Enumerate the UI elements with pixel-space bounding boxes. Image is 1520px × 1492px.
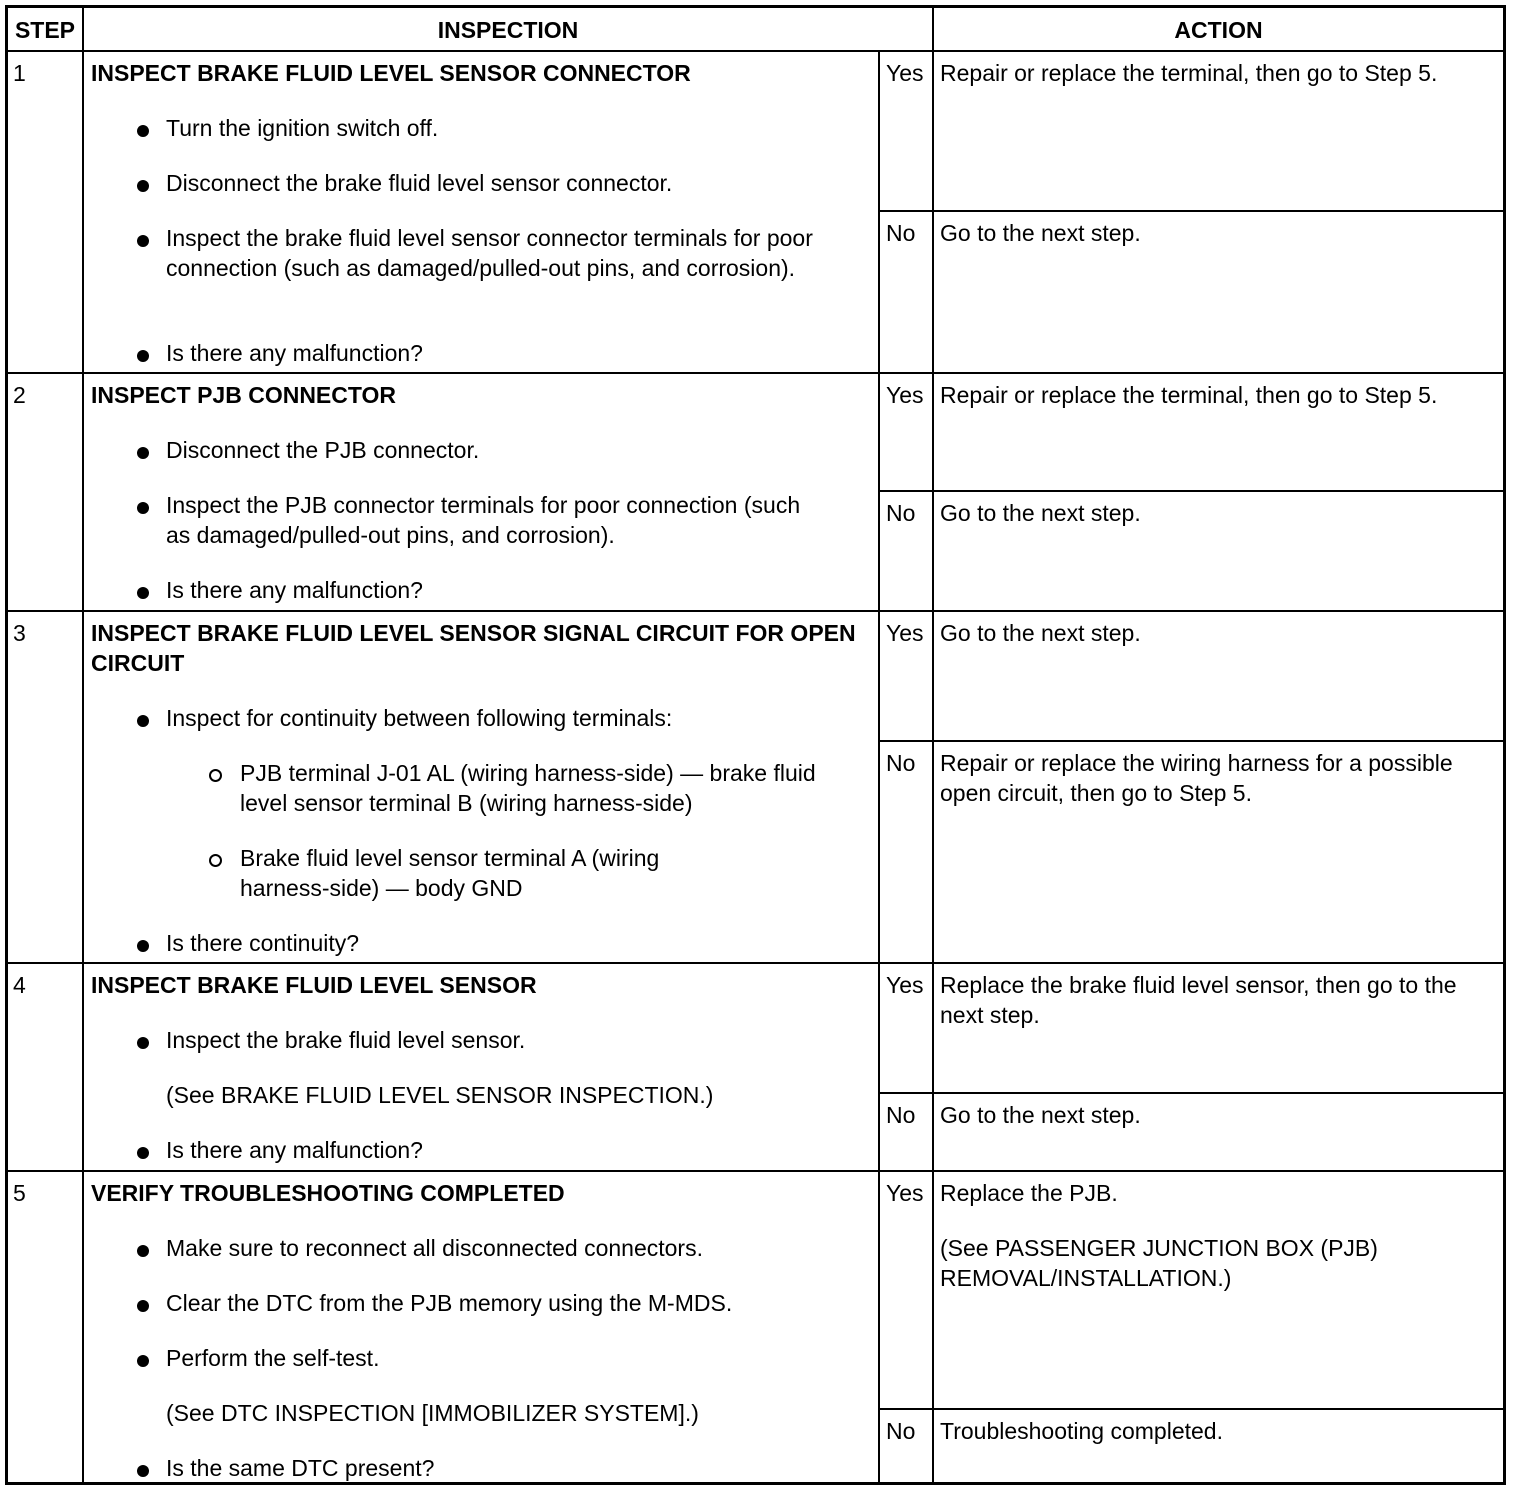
bullet-icon [137,1245,149,1257]
yes-reference-note: (See PASSENGER JUNCTION BOX (PJB) REMOVAL/INSTALLATION.) [940,1235,1378,1291]
no-action: Go to the next step. [940,1102,1141,1128]
step-number: 5 [13,1180,26,1206]
yes-action: Replace the PJB. [940,1180,1118,1206]
yes-no-divider [878,740,1503,742]
bullet-icon [137,1037,149,1049]
yes-action: Repair or replace the terminal, then go to Step 5. [940,60,1438,86]
yes-action: Repair or replace the terminal, then go to Step 5. [940,382,1438,408]
no-label: No [886,750,916,776]
yes-no-divider [878,1408,1503,1410]
yes-action: Replace the brake fluid level sensor, then go to the next step. [940,972,1457,1028]
bullet-icon [137,715,149,727]
inspection-item: Inspect the brake fluid level sensor. [166,1027,526,1053]
bullet-icon [137,1355,149,1367]
inspection-item: Disconnect the PJB connector. [166,437,480,463]
step-number: 4 [13,972,26,998]
no-action: Go to the next step. [940,220,1141,246]
yes-no-divider [878,210,1503,212]
reference-note: (See BRAKE FLUID LEVEL SENSOR INSPECTION.) [166,1082,714,1108]
inspection-item: Inspect for continuity between following terminals: [166,705,673,731]
yes-label: Yes [886,620,924,646]
step-number: 2 [13,382,26,408]
step-title: INSPECT BRAKE FLUID LEVEL SENSOR SIGNAL CIRCUIT FOR OPEN CIRCUIT [91,620,856,676]
header-action: ACTION [1174,17,1263,43]
header-inspection: INSPECTION [437,17,579,43]
sub-bullet-icon [209,854,222,867]
column-divider [82,8,84,1482]
row-divider [8,372,1503,374]
yes-no-divider [878,490,1503,492]
inspection-item: Disconnect the brake fluid level sensor connector. [166,170,673,196]
yes-label: Yes [886,382,924,408]
inspection-item: Make sure to reconnect all disconnected connectors. [166,1235,703,1261]
inspection-item: Inspect the brake fluid level sensor connector terminals for poor connection (such as damaged/pulled-out pins, and corrosion). [166,225,813,281]
step-number: 1 [13,60,26,86]
troubleshooting-table [5,5,1506,1485]
step-title: INSPECT PJB CONNECTOR [91,382,397,408]
bullet-icon [137,350,149,362]
inspection-item: Inspect the PJB connector terminals for poor connection (such as damaged/pulled-out pins, and corrosion). [166,492,801,548]
inspection-subitem: PJB terminal J-01 AL (wiring harness-side) — brake fluid level sensor terminal B (wiring harness-side) [240,760,816,816]
no-action: Repair or replace the wiring harness for a possible open circuit, then go to Step 5. [940,750,1453,806]
bullet-icon [137,125,149,137]
inspection-question: Is there any malfunction? [166,1137,423,1163]
row-divider [8,610,1503,612]
yes-label: Yes [886,60,924,86]
bullet-icon [137,587,149,599]
reference-note: (See DTC INSPECTION [IMMOBILIZER SYSTEM].) [166,1400,699,1426]
bullet-icon [137,180,149,192]
yes-label: Yes [886,972,924,998]
column-divider [878,50,880,1482]
bullet-icon [137,502,149,514]
step-number: 3 [13,620,26,646]
inspection-question: Is the same DTC present? [166,1455,435,1481]
no-action: Go to the next step. [940,500,1141,526]
row-divider [8,1170,1503,1172]
yes-action: Go to the next step. [940,620,1141,646]
column-divider [932,8,934,1482]
step-title: INSPECT BRAKE FLUID LEVEL SENSOR [91,972,537,998]
yes-label: Yes [886,1180,924,1206]
bullet-icon [137,447,149,459]
bullet-icon [137,1300,149,1312]
inspection-subitem: Brake fluid level sensor terminal A (wiring harness-side) — body GND [240,845,660,901]
step-title: VERIFY TROUBLESHOOTING COMPLETED [91,1180,565,1206]
no-action: Troubleshooting completed. [940,1418,1223,1444]
row-divider [8,962,1503,964]
inspection-item: Turn the ignition switch off. [166,115,439,141]
no-label: No [886,1418,916,1444]
inspection-item: Clear the DTC from the PJB memory using the M-MDS. [166,1290,733,1316]
inspection-question: Is there continuity? [166,930,360,956]
no-label: No [886,1102,916,1128]
step-title: INSPECT BRAKE FLUID LEVEL SENSOR CONNECTOR [91,60,691,86]
inspection-question: Is there any malfunction? [166,340,423,366]
bullet-icon [137,940,149,952]
header-step: STEP [14,17,76,43]
bullet-icon [137,235,149,247]
yes-no-divider [878,1092,1503,1094]
inspection-question: Is there any malfunction? [166,577,423,603]
bullet-icon [137,1465,149,1477]
sub-bullet-icon [209,769,222,782]
bullet-icon [137,1147,149,1159]
inspection-item: Perform the self-test. [166,1345,380,1371]
no-label: No [886,220,916,246]
no-label: No [886,500,916,526]
